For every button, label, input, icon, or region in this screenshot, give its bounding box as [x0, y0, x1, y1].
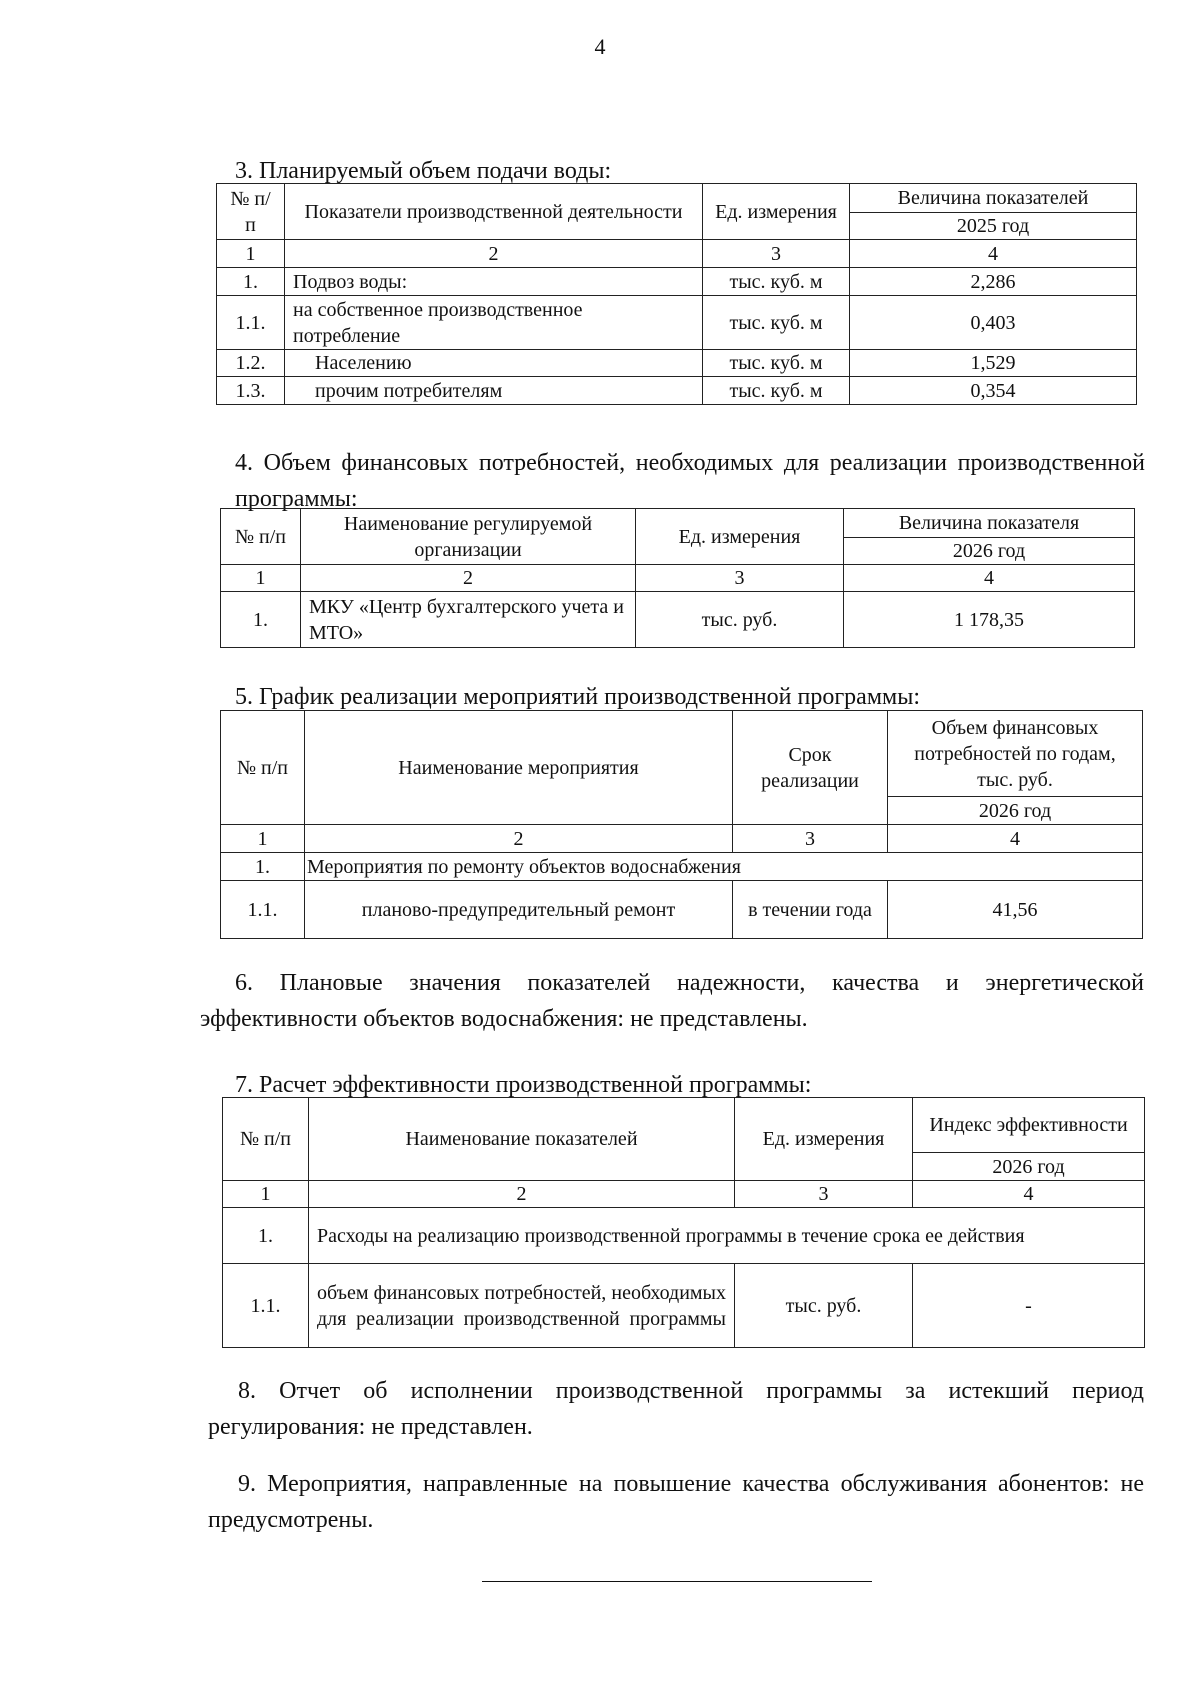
section-3-title: 3. Планируемый объем подачи воды:: [235, 158, 612, 184]
header-number: № п/п: [221, 711, 305, 825]
group-number: 1.: [223, 1208, 309, 1264]
row-value: 1 178,35: [844, 592, 1135, 648]
col-number: 2: [309, 1181, 735, 1208]
schedule-table: [220, 710, 1143, 939]
col-number: 1: [217, 240, 285, 268]
row-value: -: [913, 1264, 1145, 1348]
group-name: Мероприятия по ремонту объектов водоснабжения: [305, 853, 1143, 881]
row-unit: тыс. куб. м: [703, 296, 850, 350]
table-row: [221, 592, 1135, 648]
row-unit: тыс. руб.: [636, 592, 844, 648]
col-number: 4: [913, 1181, 1145, 1208]
col-number: 1: [223, 1181, 309, 1208]
row-value: 2,286: [850, 268, 1137, 296]
table-row: [217, 296, 1137, 350]
header-number: № п/п: [221, 509, 301, 565]
row-number: 1.1.: [223, 1264, 309, 1348]
section-8-text: 8. Отчет об исполнении производственной программы за истекший период регулирования: не представлен.: [208, 1378, 1144, 1440]
col-number: 1: [221, 565, 301, 592]
row-name: Населению: [285, 350, 703, 377]
header-number: № п/п: [223, 1098, 309, 1181]
row-name: на собственное производственное потребление: [285, 296, 703, 350]
row-number: 1.: [217, 268, 285, 296]
row-unit: тыс. куб. м: [703, 350, 850, 377]
section-5-title: 5. График реализации мероприятий производственной программы:: [235, 684, 920, 710]
section-9-text: 9. Мероприятия, направленные на повышение качества обслуживания абонентов: не предусмотрены.: [208, 1471, 1144, 1533]
group-name: Расходы на реализацию производственной программы в течение срока ее действия: [309, 1208, 1145, 1264]
table-row: [217, 350, 1137, 377]
header-activity: Наименование мероприятия: [305, 711, 733, 825]
page-number: 4: [594, 34, 606, 59]
col-number: 3: [733, 825, 888, 853]
col-number: 2: [305, 825, 733, 853]
financial-needs-table: [220, 508, 1135, 648]
header-unit: Ед. измерения: [703, 184, 850, 240]
row-value: 0,403: [850, 296, 1137, 350]
table-row: [217, 377, 1137, 405]
section-4-title: 4. Объем финансовых потребностей, необходимых для реализации производственной программы:: [235, 450, 1145, 512]
col-number: 3: [703, 240, 850, 268]
header-unit: Ед. измерения: [735, 1098, 913, 1181]
row-number: 1.2.: [217, 350, 285, 377]
row-name: объем финансовых потребностей, необходимых для реализации производственной программы: [309, 1264, 735, 1348]
group-number: 1.: [221, 853, 305, 881]
group-row: [223, 1208, 1145, 1264]
row-name: планово-предупредительный ремонт: [305, 881, 733, 939]
water-supply-table: [216, 183, 1137, 405]
row-number: 1.: [221, 592, 301, 648]
col-number: 3: [735, 1181, 913, 1208]
row-unit: тыс. куб. м: [703, 377, 850, 405]
row-name: прочим потребителям: [285, 377, 703, 405]
table-row: [221, 881, 1143, 939]
header-unit: Ед. измерения: [636, 509, 844, 565]
col-number: 4: [850, 240, 1137, 268]
table-row: [217, 268, 1137, 296]
header-term: Срок реализации: [733, 711, 888, 825]
row-value: 0,354: [850, 377, 1137, 405]
row-value: 41,56: [888, 881, 1143, 939]
col-number: 3: [636, 565, 844, 592]
header-index: Индекс эффективности: [913, 1098, 1145, 1153]
col-number: 2: [301, 565, 636, 592]
col-number: 4: [888, 825, 1143, 853]
row-unit: тыс. руб.: [735, 1264, 913, 1348]
col-number: 2: [285, 240, 703, 268]
group-row: [221, 853, 1143, 881]
row-term: в течении года: [733, 881, 888, 939]
efficiency-table: [222, 1097, 1145, 1348]
row-name: Подвоз воды:: [285, 268, 703, 296]
header-year: 2026 год: [844, 538, 1135, 565]
header-year: 2026 год: [888, 797, 1143, 825]
header-indicators: Показатели производственной деятельности: [285, 184, 703, 240]
row-unit: тыс. куб. м: [703, 268, 850, 296]
header-indicators: Наименование показателей: [309, 1098, 735, 1181]
row-name: МКУ «Центр бухгалтерского учета и МТО»: [301, 592, 636, 648]
section-7-title: 7. Расчет эффективности производственной программы:: [235, 1072, 812, 1098]
row-number: 1.1.: [221, 881, 305, 939]
row-number: 1.3.: [217, 377, 285, 405]
header-value: Объем финансовых потребностей по годам, тыс. руб.: [888, 711, 1143, 797]
section-6-text: 6. Плановые значения показателей надежности, качества и энергетической эффективности объектов водоснабжения: не представлены.: [200, 970, 1144, 1032]
col-number: 4: [844, 565, 1135, 592]
end-separator-line: [482, 1581, 872, 1582]
header-value: Величина показателя: [844, 509, 1135, 538]
header-organization: Наименование регулируемой организации: [301, 509, 636, 565]
header-year: 2025 год: [850, 213, 1137, 240]
col-number: 1: [221, 825, 305, 853]
header-number: № п/п: [217, 184, 285, 240]
table-row: [223, 1264, 1145, 1348]
header-year: 2026 год: [913, 1153, 1145, 1181]
row-value: 1,529: [850, 350, 1137, 377]
header-value: Величина показателей: [850, 184, 1137, 213]
row-number: 1.1.: [217, 296, 285, 350]
